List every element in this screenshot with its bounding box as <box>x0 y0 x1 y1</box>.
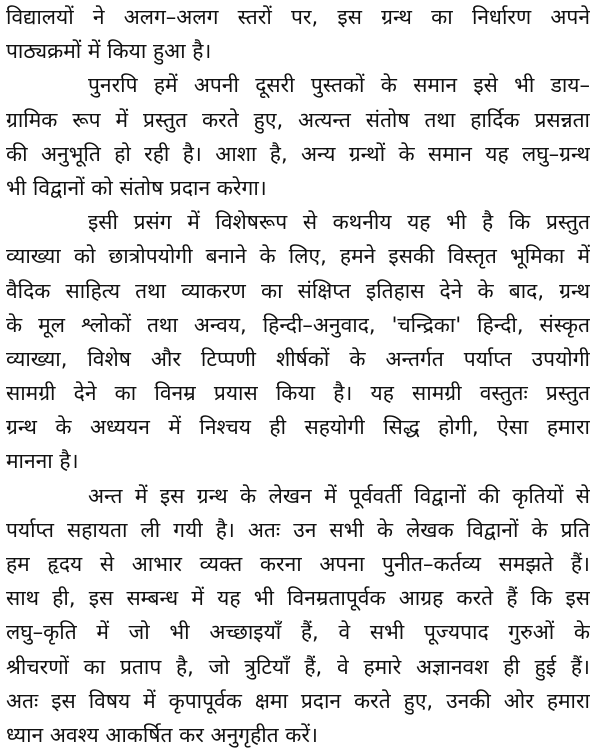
text-line: ग्रन्थ के अध्ययन में निश्चय ही सहयोगी सिद्ध होगी, ऐसा हमारा <box>6 415 590 440</box>
text-line: व्याख्या को छात्रोपयोगी बनाने के लिए, हमने इसकी विस्तृत भूमिका में <box>6 244 590 269</box>
text-line: ग्रामिक रूप में प्रस्तुत करते हुए, अत्यन्त संतोष तथा हार्दिक प्रसन्नता <box>6 107 590 132</box>
text-line: श्रीचरणों का प्रताप है, जो त्रुटियाँ हैं, वे हमारे अज्ञानवश ही हुई हैं। <box>6 654 590 679</box>
document-page <box>6 0 590 752</box>
text-line: की अनुभूति हो रही है। आशा है, अन्य ग्रन्थों के समान यह लघु–ग्रन्थ <box>6 141 590 166</box>
text-line: पुनरपि हमें अपनी दूसरी पुस्तकों के समान इसे भी डाय– <box>88 73 590 98</box>
text-line: वैदिक साहित्य तथा व्याकरण का संक्षिप्त इतिहास देने के बाद, ग्रन्थ <box>6 278 590 303</box>
text-line: मानना है। <box>6 449 79 474</box>
text-line: ध्यान अवश्य आकर्षित कर अनुगृहीत करें। <box>6 722 318 747</box>
text-line: अन्त में इस ग्रन्थ के लेखन में पूर्ववर्ती विद्वानों की कृतियों से <box>88 483 590 508</box>
text-line: लघु–कृति में जो भी अच्छाइयाँ हैं, वे सभी पूज्यपाद गुरुओं के <box>6 620 590 645</box>
text-line: सामग्री देने का विनम्र प्रयास किया है। यह सामग्री वस्तुतः प्रस्तुत <box>6 381 590 406</box>
text-line: के मूल श्लोकों तथा अन्वय, हिन्दी–अनुवाद, 'चन्द्रिका' हिन्दी, संस्कृत <box>6 312 590 337</box>
text-line: भी विद्वानों को संतोष प्रदान करेगा। <box>6 175 267 200</box>
text-line: हम हृदय से आभार व्यक्त करना अपना पुनीत–कर्तव्य समझते हैं। <box>6 552 590 576</box>
text-line: साथ ही, इस सम्बन्ध में यह भी विनम्रतापूर्वक आग्रह करते हैं कि इस <box>6 586 590 611</box>
text-line: इसी प्रसंग में विशेषरूप से कथनीय यह भी है कि प्रस्तुत <box>88 210 590 235</box>
text-line: विद्यालयों ने अलग–अलग स्तरों पर, इस ग्रन्थ का निर्धारण अपने <box>6 5 590 29</box>
text-line: पाठ्यक्रमों में किया हुआ है। <box>6 39 212 64</box>
text-line: व्याख्या, विशेष और टिप्पणी शीर्षकों के अन्तर्गत पर्याप्त उपयोगी <box>6 346 590 371</box>
text-line: अतः इस विषय में कृपापूर्वक क्षमा प्रदान करते हुए, उनकी ओर हमारा <box>6 688 590 713</box>
text-line: पर्याप्त सहायता ली गयी है। अतः उन सभी के लेखक विद्वानों के प्रति <box>6 517 590 542</box>
